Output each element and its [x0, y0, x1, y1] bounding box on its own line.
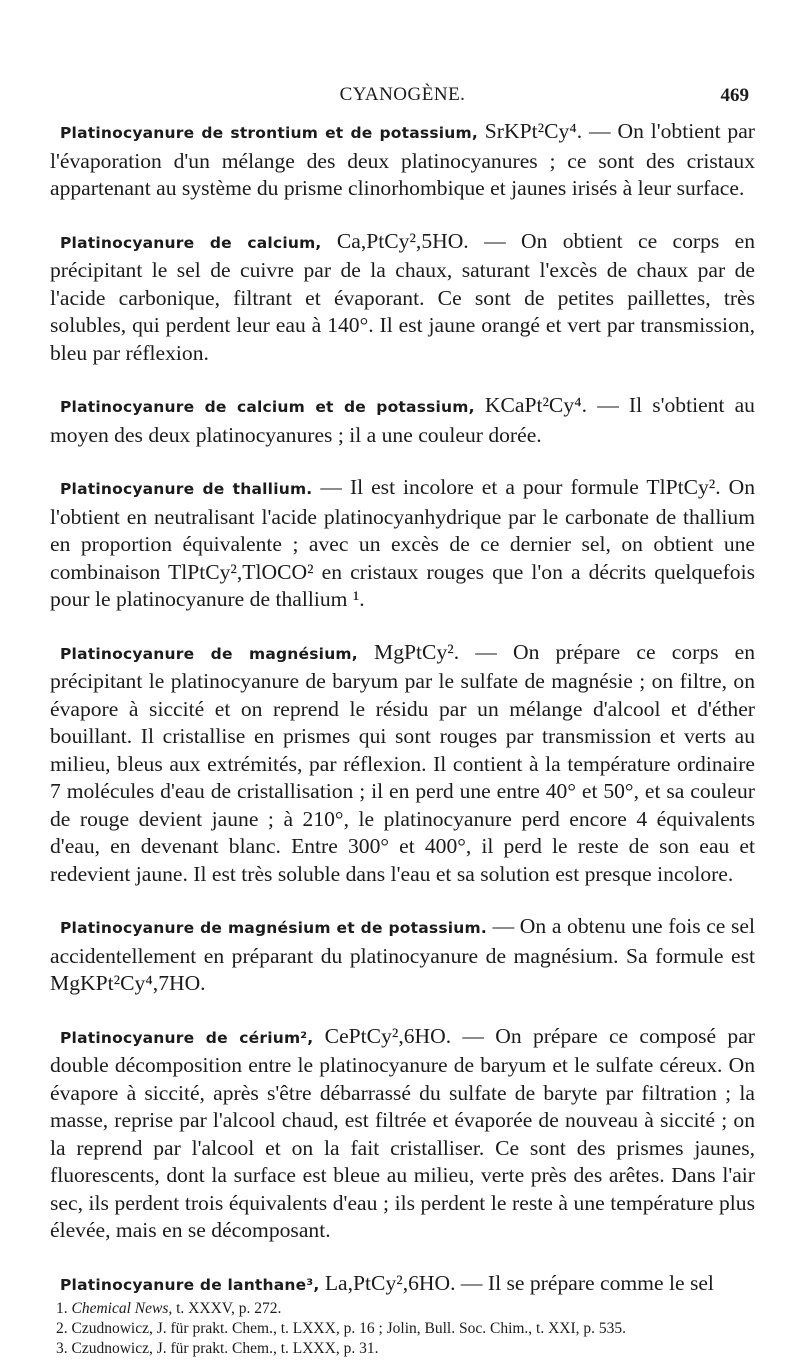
paragraph-lanthanum [50, 1270, 755, 1300]
paragraph-text: — On a obtenu une fois ce sel accidentellement en préparant du platinocyanure de magnésium. Sa formule est MgKPt²Cy⁴,7HO. [50, 914, 755, 995]
paragraph-strontium-potassium [50, 118, 755, 203]
footnote-3 [56, 1339, 755, 1359]
footnote-details: t. XXXV, p. 272. [176, 1300, 282, 1317]
chapter-title: CYANOGÈNE. [339, 84, 466, 105]
footnote-1 [56, 1299, 755, 1319]
paragraph-text: — Il s'obtient au moyen des deux platinocyanures ; il a une couleur dorée. [50, 393, 755, 447]
paragraph-calcium [50, 228, 755, 368]
paragraph-text: — On prépare ce corps en précipitant le platinocyanure de baryum par le sulfate de magnésie ; on filtre, on évapore à siccité et on reprend le résidu par un mélange d'alcool et d'éther bouillant. Il cristallise en prismes qui sont rouges par transmission et verts au milieu, bleus aux extrémités, par réflexion. Il contient à la température ordinaire 7 molécules d'eau de cristallisation ; il en perd une entre 40° et 50°, et sa couleur de rouge devient jaune ; à 210°, le platinocyanure perd encore 4 équivalents d'eau, en devenant blanc. Entre 300° et 400°, il perd le reste de son eau et redevient jaune. Il est très soluble dans l'eau et sa solution est presque incolore. [50, 639, 756, 886]
paragraph-text: — On l'obtient par l'évaporation d'un mélange des deux platinocyanures ; ce sont des cristaux appartenant au système du prisme clinorhombique et jaunes irisés à leur surface. [50, 119, 755, 200]
paragraph-magnesium-potassium [50, 913, 755, 998]
chemical-formula: La,PtCy²,6HO. [324, 1270, 456, 1295]
paragraph-magnesium [50, 639, 755, 889]
footnotes [50, 1299, 755, 1359]
paragraph-heading: Platinocyanure de thallium. [60, 480, 313, 498]
paragraph-heading: Platinocyanure de cérium², [60, 1028, 314, 1047]
paragraph-heading: Platinocyanure de magnésium et de potassium. [60, 919, 487, 937]
footnote-source: Chemical News, [71, 1300, 173, 1317]
paragraph-text: — On obtient ce corps en précipitant le sel de cuivre par de la chaux, saturant l'excès de chaux par de l'acide carbonique, filtrant et évaporant. Ce sont de petites paillettes, très solubles, qui perdent leur eau à 140°. Il est jaune orangé et vert par transmission, bleu par réflexion. [50, 228, 755, 365]
paragraph-thallium [50, 474, 755, 614]
footnote-2 [56, 1319, 755, 1339]
chemical-formula: SrKPt²Cy⁴. [484, 119, 583, 143]
chemical-formula: Ca,PtCy²,5HO. [336, 228, 469, 253]
chemical-formula: MgPtCy². [374, 639, 460, 664]
paragraph-text: — On prépare ce composé par double décomposition entre le platinocyanure de baryum et le sulfate céreux. On évapore à siccité, après s'être débarrassé du sulfate de baryte par filtration ; la masse, reprise par l'alcool chaud, est filtrée et évaporée de nouveau à siccité ; on la reprend par l'alcool et on la fait cristalliser. Ce sont des prismes jaunes, fluorescents, dont la surface est bleue au milieu, verte près des arêtes. Dans l'air sec, ils perdent trois équivalents d'eau ; ils perdent le reste à une température plus élevée, mais en se décomposant. [50, 1023, 755, 1242]
paragraph-text: — Il se prépare comme le sel [460, 1270, 714, 1295]
body-text [50, 118, 755, 1324]
paragraph-heading: Platinocyanure de calcium, [60, 233, 322, 252]
running-head [50, 84, 755, 110]
footnote-source: Czudnowicz, J. für prakt. Chem., [71, 1340, 277, 1357]
footnote-details: t. LXXX, p. 16 ; Jolin, Bull. Soc. Chim., t. XXI, p. 535. [280, 1320, 627, 1337]
paragraph-heading: Platinocyanure de calcium et de potassium, [60, 398, 475, 416]
paragraph-cerium [50, 1023, 755, 1245]
footnote-details: t. LXXX, p. 31. [280, 1340, 379, 1357]
paragraph-heading: Platinocyanure de strontium et de potassium, [60, 124, 478, 142]
footnote-number: 1. [56, 1300, 68, 1317]
paragraph-heading: Platinocyanure de magnésium, [60, 644, 358, 663]
paragraph-heading: Platinocyanure de lanthane³, [60, 1275, 320, 1294]
page-number: 469 [720, 85, 749, 106]
footnote-source: Czudnowicz, J. für prakt. Chem., [71, 1320, 277, 1337]
paragraph-text: — Il est incolore et a pour formule TlPtCy². On l'obtient en neutralisant l'acide platinocyanhydrique par le carbonate de thallium en proportion équivalente ; avec un excès de ce dernier sel, on obtient une combinaison TlPtCy²,TlOCO² en cristaux rouges que l'on a décrits quelquefois pour le platinocyanure de thallium ¹. [50, 475, 756, 611]
chemical-formula: CePtCy²,6HO. [324, 1023, 452, 1048]
footnote-number: 2. [56, 1320, 68, 1337]
footnote-number: 3. [56, 1340, 68, 1357]
chemical-formula: KCaPt²Cy⁴. [484, 393, 588, 417]
paragraph-calcium-potassium [50, 392, 755, 449]
